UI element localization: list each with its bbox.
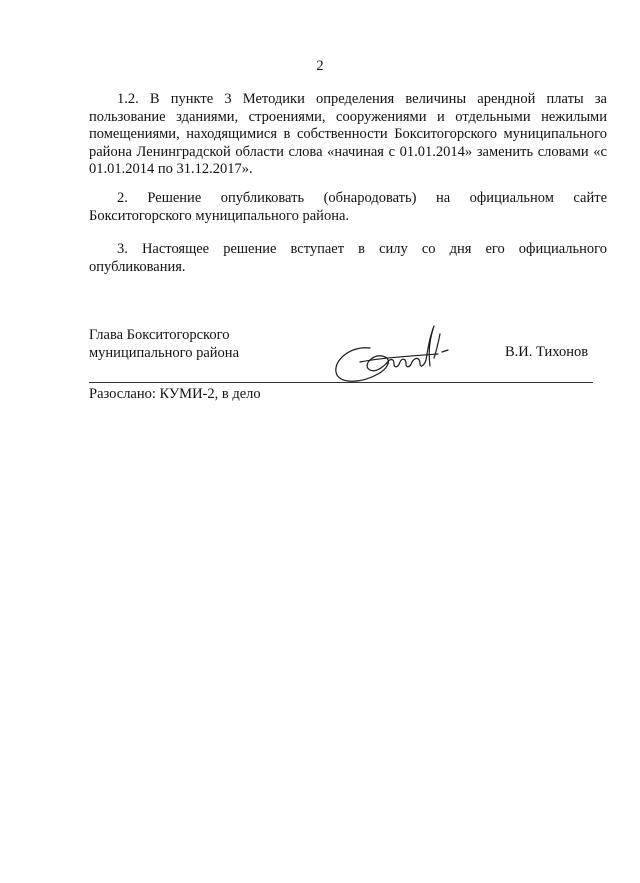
signer-title xyxy=(89,327,239,362)
signer-title-line-1: Глава Бокситогорского xyxy=(89,327,230,343)
paragraph-3: 3. Настоящее решение вступает в силу со дня его официального опубликования. xyxy=(89,241,607,275)
paragraph-1-2: 1.2. В пункте 3 Методики определения величины арендной платы за пользование зданиями, строениями, сооружениями и отдельными нежилыми помещениями, находящимися в собственности Бокситогорского муниципального района Ленинградской области слова «начиная с 01.01.2014» заменить словами «с 01.01.2014 по 31.12.2017». xyxy=(89,91,607,177)
signer-name: В.И. Тихонов xyxy=(505,344,589,360)
signer-title-line-2: муниципального района xyxy=(89,344,239,361)
distribution-list: Разослано: КУМИ-2, в дело xyxy=(89,386,261,402)
page-number: 2 xyxy=(316,58,324,74)
divider-line xyxy=(89,382,593,383)
paragraph-2: 2. Решение опубликовать (обнародовать) на официальном сайте Бокситогорского муниципального района. xyxy=(89,190,607,224)
handwritten-signature xyxy=(330,318,460,390)
